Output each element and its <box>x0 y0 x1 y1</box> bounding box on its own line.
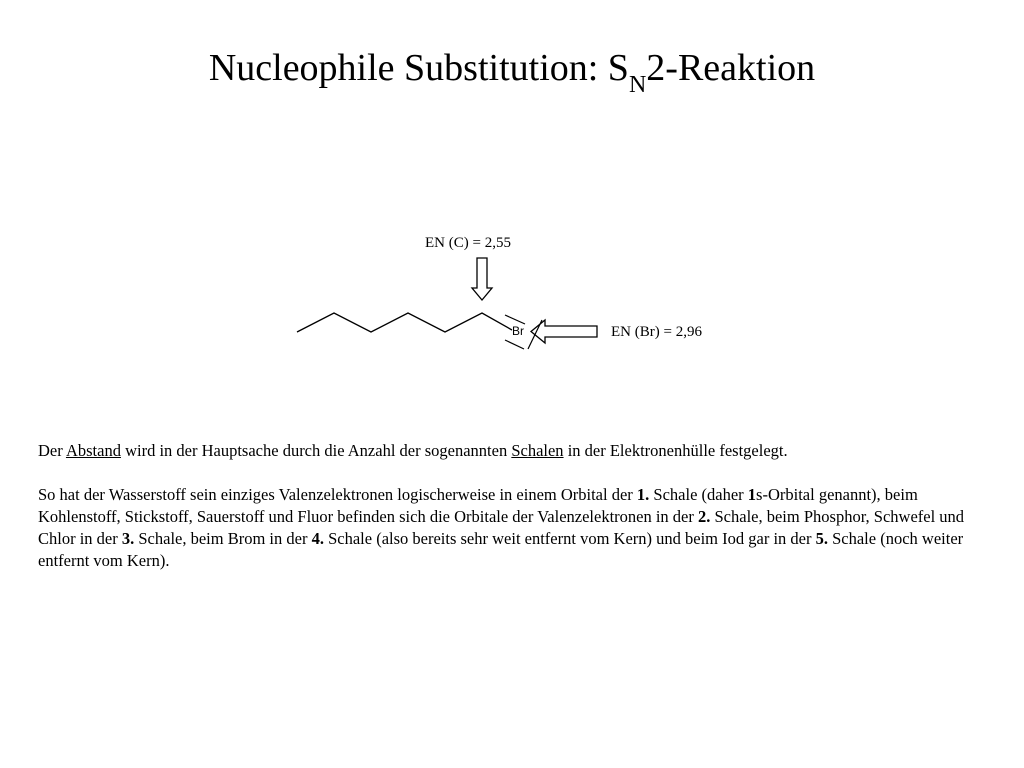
text-span: Der <box>38 441 66 460</box>
shell-number: 5. <box>815 529 828 548</box>
text-span: in der Elektronenhülle festgelegt. <box>563 441 788 460</box>
shell-number: 1 <box>747 485 757 504</box>
term-abstand: Abstand <box>65 441 121 460</box>
text-span: s-Orbital genannt), beim Kohlenstoff, Stickstoff, Sauerstoff und Fluor befinden sich die Orbitale der Valenzelektronen in der <box>38 485 918 526</box>
text-span: So hat der Wasserstoff sein einziges Valenzelektronen logischerweise in einem Orbital der <box>38 485 637 504</box>
shell-number: 4. <box>311 529 324 548</box>
text-span: Schale (daher <box>649 485 748 504</box>
carbon-arrow-icon <box>472 258 492 300</box>
en-bromine-label: EN (Br) = 2,96 <box>611 324 702 340</box>
carbon-chain <box>297 313 512 332</box>
title-subscript: N <box>628 72 647 98</box>
explanation-text <box>38 440 988 572</box>
text-span: Schale (also bereits sehr weit entfernt vom Kern) und beim Iod gar in der <box>323 529 816 548</box>
text-span: Schale, beim Phosphor, Schwefel und Chlor in der <box>38 507 965 548</box>
text-span: wird in der Hauptsache durch die Anzahl der sogenannten <box>120 441 512 460</box>
paragraph-distance <box>38 440 988 462</box>
term-schalen: Schalen <box>511 441 564 460</box>
en-carbon-label: EN (C) = 2,55 <box>425 235 511 251</box>
text-span: Schale, beim Brom in der <box>134 529 312 548</box>
title-main: Nucleophile Substitution: S <box>208 47 629 89</box>
shell-number: 3. <box>121 529 135 548</box>
br-mark-top <box>505 315 525 324</box>
br-mark-bottom <box>505 340 524 349</box>
text-span: Schale (noch weiter entfernt vom Kern). <box>38 529 964 570</box>
shell-number: 2. <box>698 507 711 526</box>
title-suffix: 2-Reaktion <box>646 47 816 89</box>
bromine-atom-label: Br <box>512 324 524 338</box>
shell-number: 1. <box>636 485 650 504</box>
paragraph-shells <box>38 484 988 572</box>
